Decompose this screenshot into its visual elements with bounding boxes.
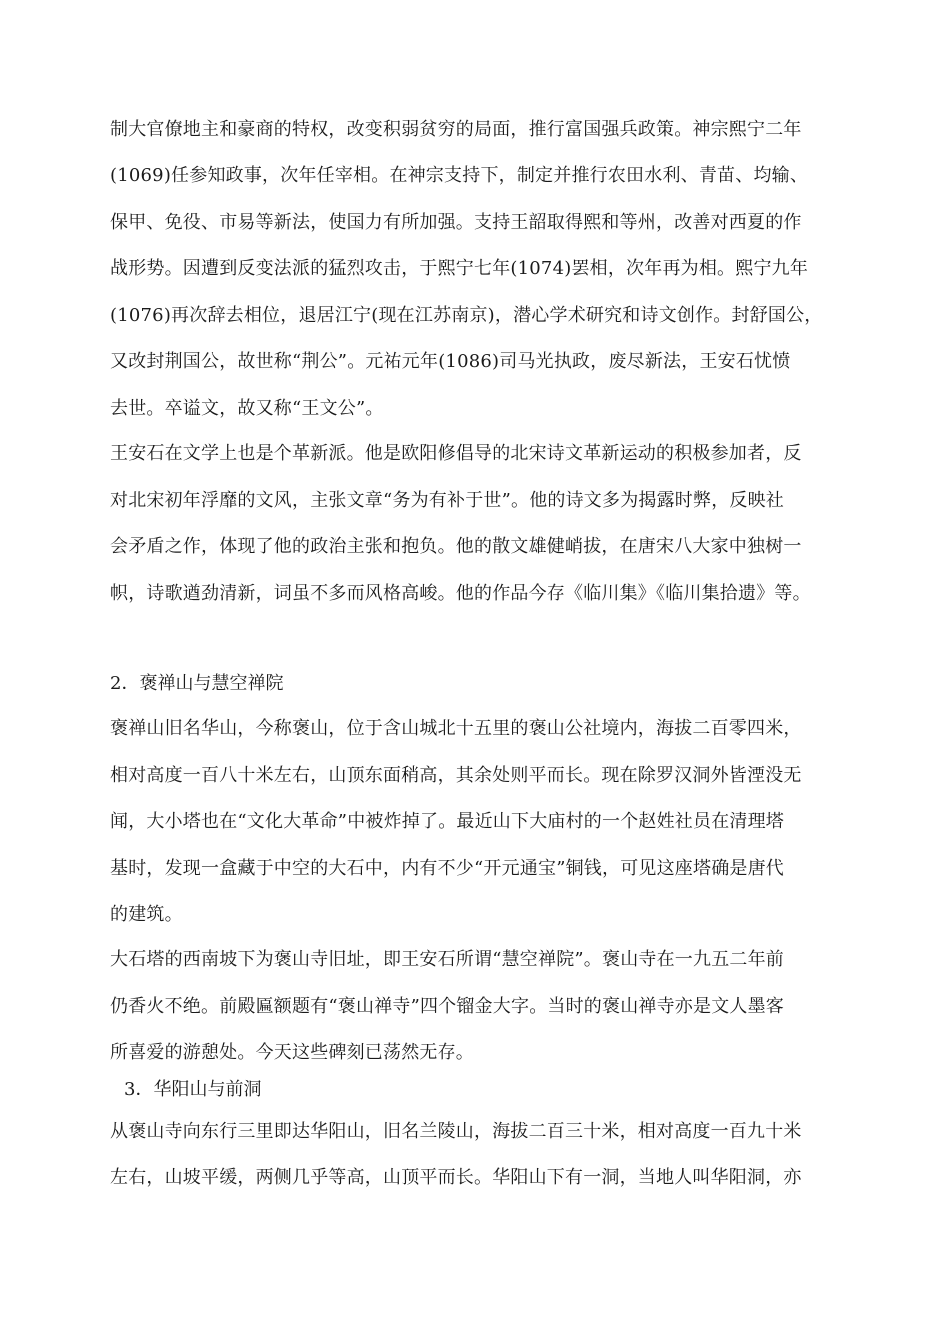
text-line: 会矛盾之作，体现了他的政治主张和抱负。他的散文雄健峭拔，在唐宋八大家中独树一 bbox=[110, 536, 802, 557]
text-line: 去世。卒谥文，故又称“王文公”。 bbox=[110, 398, 384, 419]
text-line: (1076)再次辞去相位，退居江宁(现在江苏南京)，潜心学术研究和诗文创作。封舒国公， bbox=[110, 305, 823, 326]
section-heading: 2．褒禅山与慧空禅院 bbox=[110, 673, 284, 694]
text-line: 仍香火不绝。前殿匾额题有“褒山禅寺”四个镏金大字。当时的褒山禅寺亦是文人墨客 bbox=[110, 996, 785, 1017]
text-line: 相对高度一百八十米左右，山顶东面稍高，其余处则平而长。现在除罗汉洞外皆湮没无 bbox=[110, 765, 802, 786]
text-line: 对北宋初年浮靡的文风，主张文章“务为有补于世”。他的诗文多为揭露时弊，反映社 bbox=[110, 490, 785, 511]
text-line: 左右，山坡平缓，两侧几乎等高，山顶平而长。华阳山下有一洞，当地人叫华阳洞，亦 bbox=[110, 1167, 802, 1188]
text-line: 从褒山寺向东行三里即达华阳山，旧名兰陵山，海拔二百三十米，相对高度一百九十米 bbox=[110, 1121, 802, 1142]
text-line: 战形势。因遭到反变法派的猛烈攻击，于熙宁七年(1074)罢相，次年再为相。熙宁九年 bbox=[110, 258, 809, 279]
text-line: 保甲、免役、市易等新法，使国力有所加强。支持王韶取得熙和等州，改善对西夏的作 bbox=[110, 212, 802, 233]
text-line: 制大官僚地主和豪商的特权，改变积弱贫穷的局面，推行富国强兵政策。神宗熙宁二年 bbox=[110, 119, 802, 140]
text-line: 所喜爱的游憩处。今天这些碑刻已荡然无存。 bbox=[110, 1042, 474, 1063]
text-line: 褒禅山旧名华山，今称褒山，位于含山城北十五里的褒山公社境内，海拔二百零四米， bbox=[110, 718, 802, 739]
text-line: 的建筑。 bbox=[110, 904, 183, 925]
section-heading: 3．华阳山与前洞 bbox=[124, 1079, 262, 1100]
text-line: 基时，发现一盒藏于中空的大石中，内有不少“开元通宝”铜钱，可见这座塔确是唐代 bbox=[110, 858, 785, 879]
text-line: 王安石在文学上也是个革新派。他是欧阳修倡导的北宋诗文革新运动的积极参加者，反 bbox=[110, 443, 802, 464]
text-line: 闻，大小塔也在“文化大革命”中被炸掉了。最近山下大庙村的一个赵姓社员在清理塔 bbox=[110, 811, 785, 832]
text-line: 帜，诗歌遒劲清新，词虽不多而风格高峻。他的作品今存《临川集》《临川集拾遗》等。 bbox=[110, 583, 811, 604]
text-line: 大石塔的西南坡下为褒山寺旧址，即王安石所谓“慧空禅院”。褒山寺在一九五二年前 bbox=[110, 949, 785, 970]
text-line: 又改封荆国公，故世称“荆公”。元祐元年(1086)司马光执政，废尽新法，王安石忧愤 bbox=[110, 351, 791, 372]
text-line: (1069)任参知政事，次年任宰相。在神宗支持下，制定并推行农田水利、青苗、均输、 bbox=[110, 165, 809, 186]
